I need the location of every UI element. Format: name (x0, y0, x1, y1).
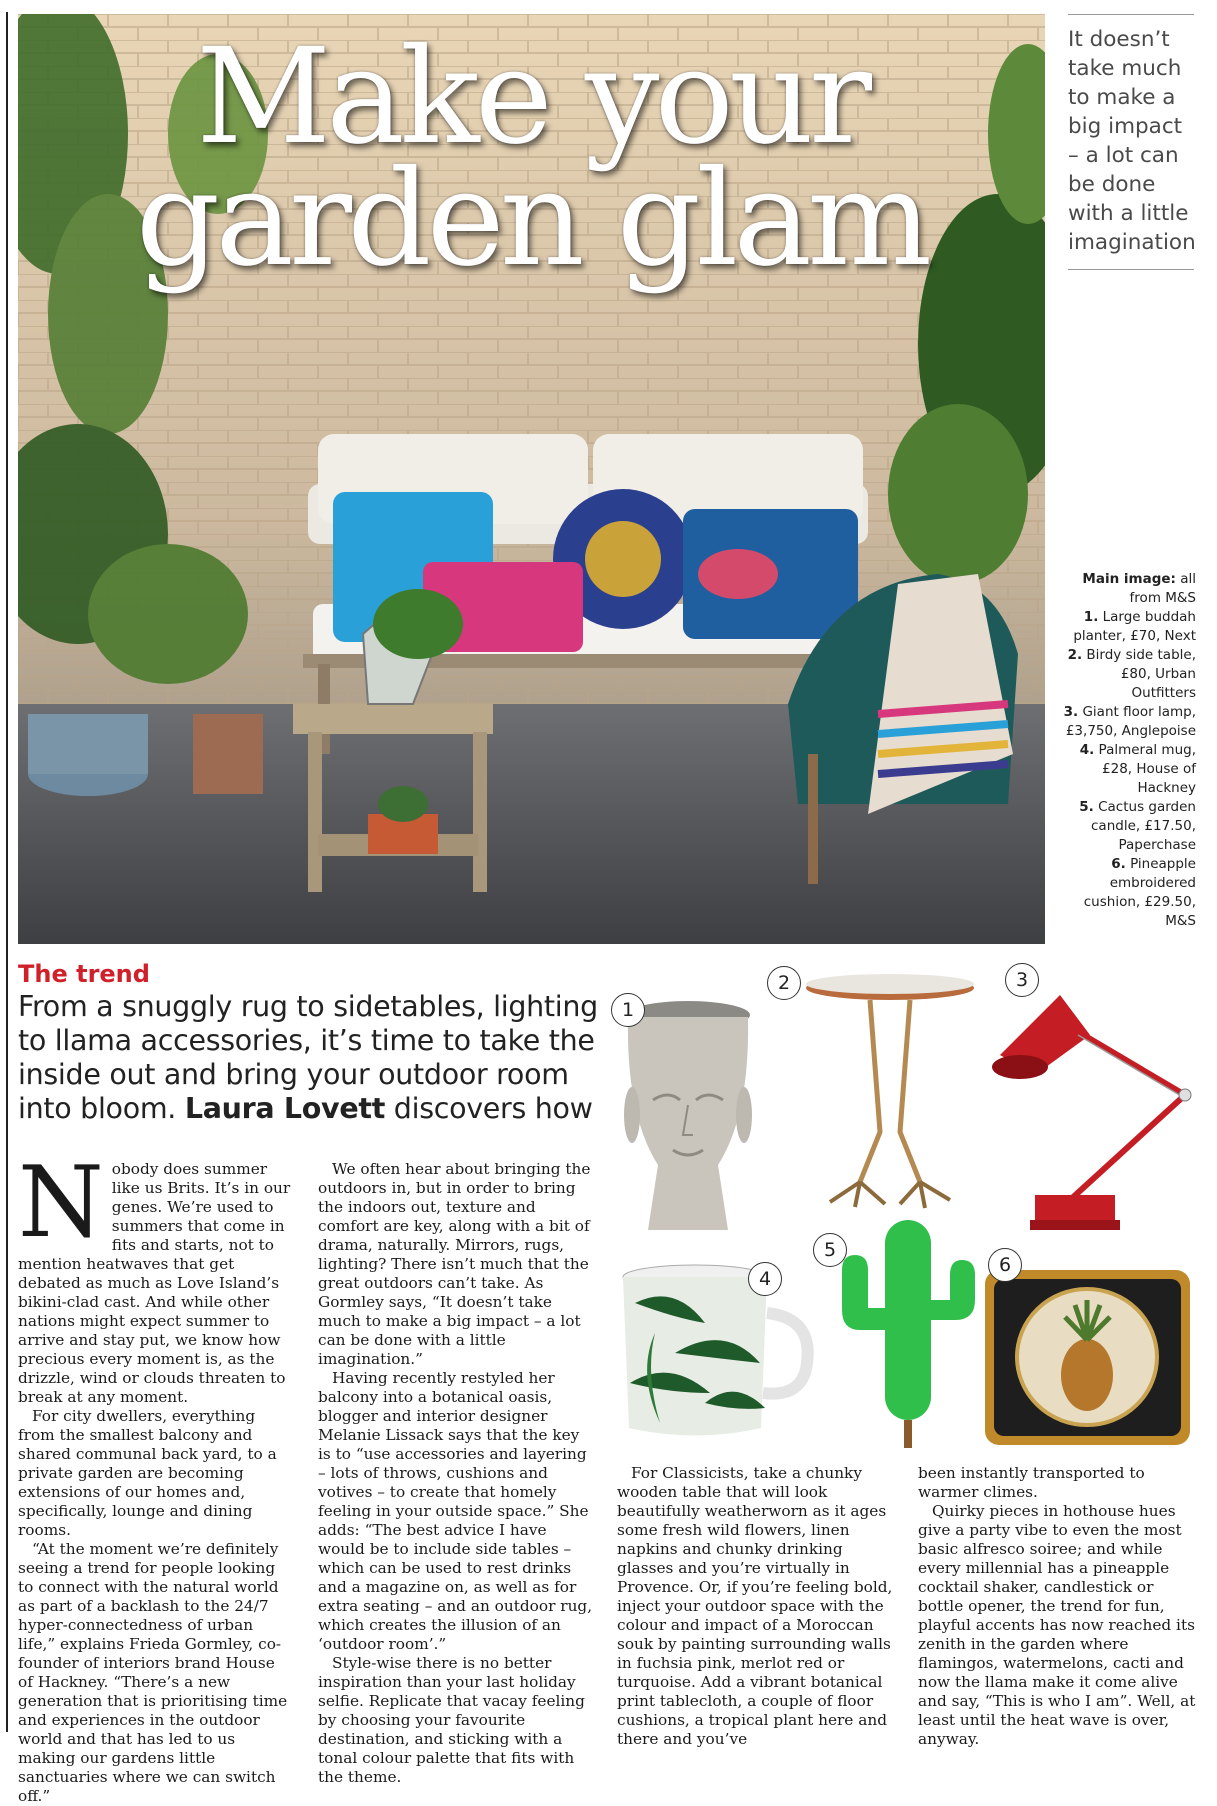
hero-image (18, 14, 1045, 944)
body-column-1 (18, 1146, 293, 1806)
credit-item: 1. Large buddah planter, £70, Next (1073, 609, 1196, 644)
body-paragraph: Style-wise there is no better inspiration than your last holiday selfie. Replicate that vacay feeling by choosing your favourite destination, and sticking with a tonal colour palette that fits with the theme. (318, 1654, 585, 1786)
product-number-5: 5 (813, 1233, 847, 1267)
product-number-2: 2 (767, 966, 801, 1000)
headline-line-1: Make your (195, 20, 868, 174)
headline (18, 20, 1045, 296)
drop-cap: N (18, 1146, 104, 1260)
credit-item: 4. Palmeral mug, £28, House of Hackney (1079, 742, 1196, 796)
body-paragraph: Quirky pieces in hothouse hues give a party vibe to even the most basic alfresco soiree; and while every millennial has a pineapple cocktail shaker, candlestick or bottle opener, the trend for fun, playful accents has now reached its zenith in the garden where flamingos, watermelons, cacti and now the llama make it come alive and say, “This is who I am”. Well, at least until the heat wave is over, anyway. (918, 1502, 1196, 1748)
birdy-side-table-image (800, 972, 980, 1212)
body-paragraph: Having recently restyled her balcony into a botanical oasis, blogger and interior designer Melanie Lissack says that the key is to “use accessories and layering – lots of throws, cushions and votives – to create that homely feeling in your outside space.” She adds: “The best advice I have would be to include side tables – which can be used to rest drinks and a magazine on, as well as for extra seating – and an outdoor rug, which creates the illusion of an ‘outdoor room’.” (318, 1369, 593, 1653)
left-column-rule (6, 12, 8, 1732)
credit-item: 6. Pineapple embroidered cushion, £29.50, M&S (1083, 856, 1196, 929)
credit-item: 3. Giant floor lamp, £3,750, Anglepoise (1063, 704, 1196, 739)
image-credits (1056, 570, 1196, 931)
credit-item: 2. Birdy side table, £80, Urban Outfitters (1067, 647, 1196, 701)
body-paragraph: For city dwellers, everything from the smallest balcony and shared communal back yard, to a private garden are becoming extensions of our homes and, specifically, lounge and dining rooms. (18, 1407, 277, 1539)
pull-quote: It doesn’t take much to make a big impact – a lot can be done with a little imagination (1068, 14, 1194, 270)
buddha-planter-image (618, 995, 758, 1235)
standfirst: From a snuggly rug to sidetables, lighting to llama accessories, it’s time to take the inside out and bring your outdoor room into bloom. Laura Lovett discovers how (18, 990, 598, 1125)
section-kicker: The trend (18, 960, 150, 988)
pineapple-cushion-image (980, 1265, 1195, 1450)
author-name: Laura Lovett (184, 1092, 386, 1125)
body-paragraph: “At the moment we’re definitely seeing a trend for people looking to connect with the natural world as part of a backlash to the 24/7 hyper-connectedness of urban life,” explains Frieda Gormley, co-founder of interiors brand House of Hackney. “There’s a new generation that is prioritising time and experiences in the outdoor world and that has led to us making our gardens little sanctuaries where we can switch off.” (18, 1540, 288, 1805)
credit-item: 5. Cactus garden candle, £17.50, Paperchase (1079, 799, 1196, 853)
product-number-3: 3 (1005, 963, 1039, 997)
body-column-3 (617, 1464, 897, 1749)
credit-main: Main image: all from M&S (1082, 571, 1196, 606)
body-column-4 (918, 1464, 1198, 1749)
palmeral-mug-image (615, 1263, 815, 1443)
giant-floor-lamp-image (990, 975, 1210, 1245)
body-column-2 (318, 1160, 594, 1787)
headline-line-2: garden glam (135, 142, 928, 296)
body-paragraph: For Classicists, take a chunky wooden table that will look beautifully weatherworn as it ages some fresh wild flowers, linen napkins and chunky drinking glasses and you’re virtually in Provence. Or, if you’re feeling bold, inject your outdoor space with the colour and impact of a Moroccan souk by painting surrounding walls in fuchsia pink, merlot red or turquoise. Add a vibrant botanical print tablecloth, a couple of floor cushions, a tropical plant here and there and you’ve (617, 1464, 893, 1748)
product-number-6: 6 (988, 1248, 1022, 1282)
cactus-candle-image (830, 1210, 990, 1450)
body-paragraph: We often hear about bringing the outdoors in, but in order to bring the indoors out, texture and comfort are key, along with a bit of drama, naturally. Mirrors, rugs, lighting? There isn’t much that the great outdoors can’t take. As Gormley says, “It doesn’t take much to make a big impact – a lot can be done with a little imagination.” (318, 1160, 591, 1368)
body-paragraph: been instantly transported to warmer climes. (918, 1464, 1145, 1501)
product-number-1: 1 (611, 993, 645, 1027)
body-paragraph: obody does summer like us Brits. It’s in our genes. We’re used to summers that come in fits and starts, not to mention heatwaves that get debated as much as Love Island’s bikini-clad cast. And while other nations might expect summer to arrive and stay put, we know how precious every moment is, as the drizzle, wind or clouds threaten to break at any moment. (18, 1160, 291, 1406)
product-number-4: 4 (748, 1262, 782, 1296)
